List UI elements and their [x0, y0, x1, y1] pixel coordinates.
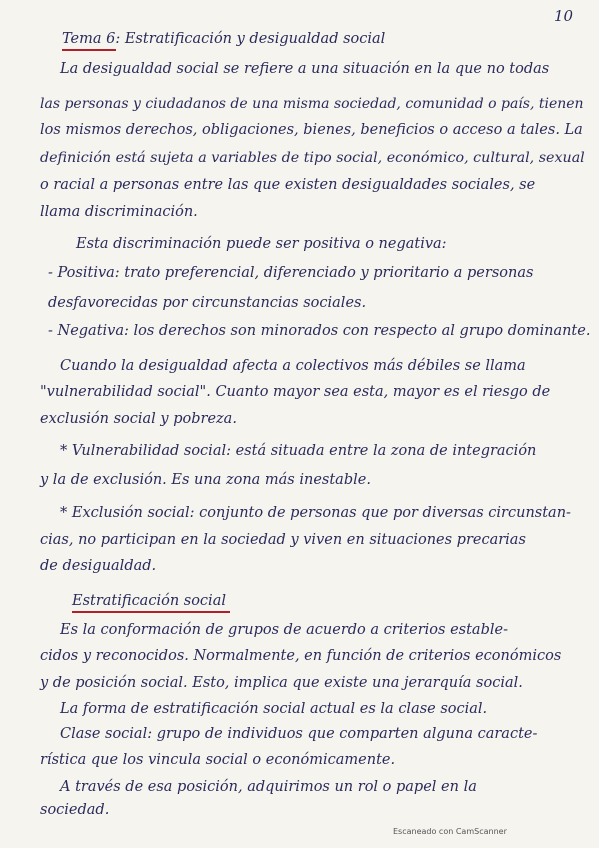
- text-line: exclusión social y pobreza.: [40, 411, 237, 427]
- section-underline: [72, 611, 230, 613]
- text-line: Esta discriminación puede ser positiva o negativa:: [76, 236, 447, 252]
- text-line: A través de esa posición, adquirimos un rol o papel en la: [60, 779, 477, 795]
- section-title: Estratificación social: [72, 593, 226, 609]
- text-line: y la de exclusión. Es una zona más inestable.: [40, 472, 371, 488]
- text-line: y de posición social. Esto, implica que existe una jerarquía social.: [40, 675, 523, 691]
- text-line: La forma de estratificación social actual es la clase social.: [60, 701, 488, 717]
- text-line: Cuando la desigualdad afecta a colectivos más débiles se llama: [60, 358, 526, 374]
- title-underline: [62, 49, 116, 51]
- text-line: o racial a personas entre las que existen desigualdades sociales, se: [40, 177, 536, 193]
- bullet-positive: - Positiva: trato preferencial, diferenciado y prioritario a personas: [48, 265, 534, 281]
- text-line: cias, no participan en la sociedad y viven en situaciones precarias: [40, 532, 526, 548]
- definition-clase-social: Clase social: grupo de individuos que comparten alguna caracte-: [60, 726, 538, 742]
- text-line: sociedad.: [40, 802, 110, 818]
- definition-exclusion: * Exclusión social: conjunto de personas que por diversas circunstan-: [60, 505, 571, 521]
- text-line: Es la conformación de grupos de acuerdo a criterios estable-: [60, 622, 508, 638]
- text-line: "vulnerabilidad social". Cuanto mayor sea esta, mayor es el riesgo de: [40, 384, 551, 400]
- text-line: definición está sujeta a variables de tipo social, económico, cultural, sexual: [40, 150, 585, 166]
- scanner-footer: Escaneado con CamScanner: [393, 827, 507, 836]
- page-title: Tema 6: Estratificación y desigualdad social: [62, 31, 386, 47]
- text-line: La desigualdad social se refiere a una situación en la que no todas: [60, 61, 550, 77]
- text-line: desfavorecidas por circunstancias sociales.: [48, 295, 367, 311]
- text-line: llama discriminación.: [40, 204, 198, 220]
- text-line: de desigualdad.: [40, 558, 157, 574]
- text-line: las personas y ciudadanos de una misma sociedad, comunidad o país, tienen: [40, 96, 584, 112]
- page-number: 10: [554, 7, 574, 25]
- text-line: rística que los vincula social o económicamente.: [40, 752, 396, 768]
- bullet-negative: - Negativa: los derechos son minorados con respecto al grupo dominante.: [48, 323, 591, 339]
- text-line: cidos y reconocidos. Normalmente, en función de criterios económicos: [40, 648, 562, 664]
- definition-vulnerabilidad: * Vulnerabilidad social: está situada entre la zona de integración: [60, 443, 537, 459]
- text-line: los mismos derechos, obligaciones, bienes, beneficios o acceso a tales. La: [40, 122, 583, 138]
